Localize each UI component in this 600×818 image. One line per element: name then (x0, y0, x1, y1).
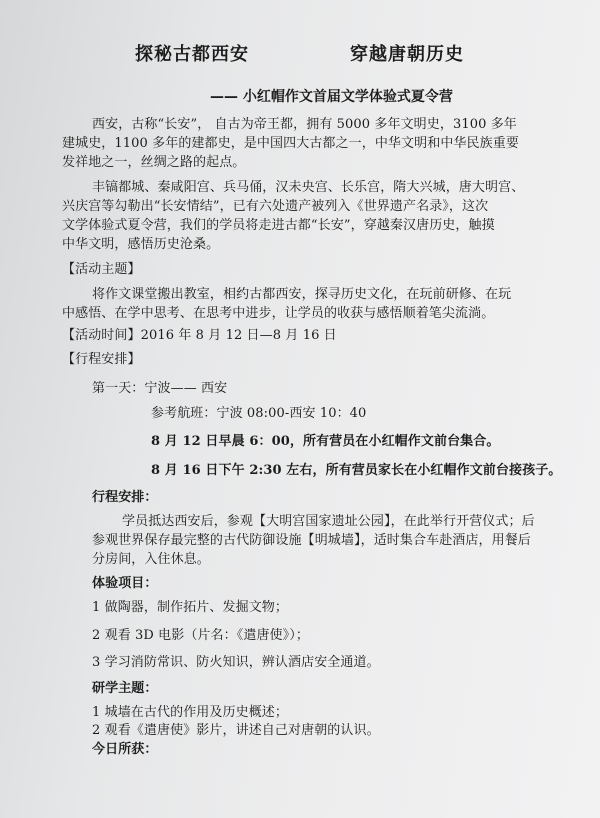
theme-heading: 【活动主题】 (62, 262, 141, 277)
intro-line: 兴庆宫等勾勒出“长安情结”，已有六处遗产被列入《世界遗产名录》，这次 (62, 199, 489, 214)
flight-line: 参考航班：宁波 08:00-西安 10：40 (151, 406, 367, 421)
research-heading: 研学主题： (92, 681, 158, 696)
experience-item: 1 做陶器，制作拓片、发掘文物； (92, 600, 289, 615)
theme-line: 将作文课堂搬出教室，相约古都西安，探寻历史文化，在玩前研修、在玩 (92, 287, 512, 302)
schedule2-line: 学员抵达西安后，参观【大明宫国家遗址公园】，在此举行开营仪式；后 (122, 514, 535, 529)
intro-line: 建城史，1100 多年的建都史，是中国四大古都之一，中华文明和中华民族重要 (62, 136, 519, 151)
intro-line: 文学体验式夏令营，我们的学员将走进古都“长安”，穿越秦汉唐历史，触摸 (62, 218, 495, 233)
intro-line: 丰镐都城、秦咸阳宫、兵马俑，汉未央宫、长乐宫，隋大兴城，唐大明宫、 (92, 180, 525, 195)
activity-time: 【活动时间】2016 年 8 月 12 日—8 月 16 日 (62, 328, 337, 343)
intro-line: 西安，古称“长安”， 自古为帝王都，拥有 5000 多年文明史，3100 多年 (92, 117, 517, 132)
title-right: 穿越唐朝历史 (350, 44, 464, 65)
intro-line: 发祥地之一，丝绸之路的起点。 (62, 155, 246, 170)
experience-item: 2 观看 3D 电影（片名：《遣唐使》）； (92, 628, 309, 643)
experience-item: 3 学习消防常识、防火知识，辨认酒店安全通道。 (92, 655, 380, 670)
title-left: 探秘古都西安 (135, 44, 249, 65)
subtitle: —— 小红帽作文首届文学体验式夏令营 (210, 89, 453, 105)
schedule2-line: 分房间，入住休息。 (92, 552, 210, 567)
research-item: 1 城墙在古代的作用及历史概述； (92, 705, 289, 720)
intro-line: 中华文明，感悟历史沧桑。 (62, 237, 220, 252)
today-heading: 今日所获： (92, 742, 158, 757)
pickup-line: 8 月 16 日下午 2:30 左右，所有营员家长在小红帽作文前台接孩子。 (151, 463, 562, 478)
schedule2-heading: 行程安排： (92, 490, 158, 505)
schedule2-line: 参观世界保存最完整的古代防御设施【明城墙】，适时集合车赴酒店，用餐后 (92, 533, 531, 548)
gather-line: 8 月 12 日早晨 6：00，所有营员在小红帽作文前台集合。 (151, 434, 500, 449)
research-item: 2 观看《遣唐使》影片，讲述自己对唐朝的认识。 (92, 723, 380, 738)
experience-heading: 体验项目： (92, 576, 158, 591)
schedule-heading: 【行程安排】 (62, 352, 141, 367)
day1-line: 第一天：宁波—— 西安 (92, 381, 228, 396)
theme-line: 中感悟、在学中思考、在思考中进步，让学员的收获与感悟顺着笔尖流淌。 (62, 306, 495, 321)
